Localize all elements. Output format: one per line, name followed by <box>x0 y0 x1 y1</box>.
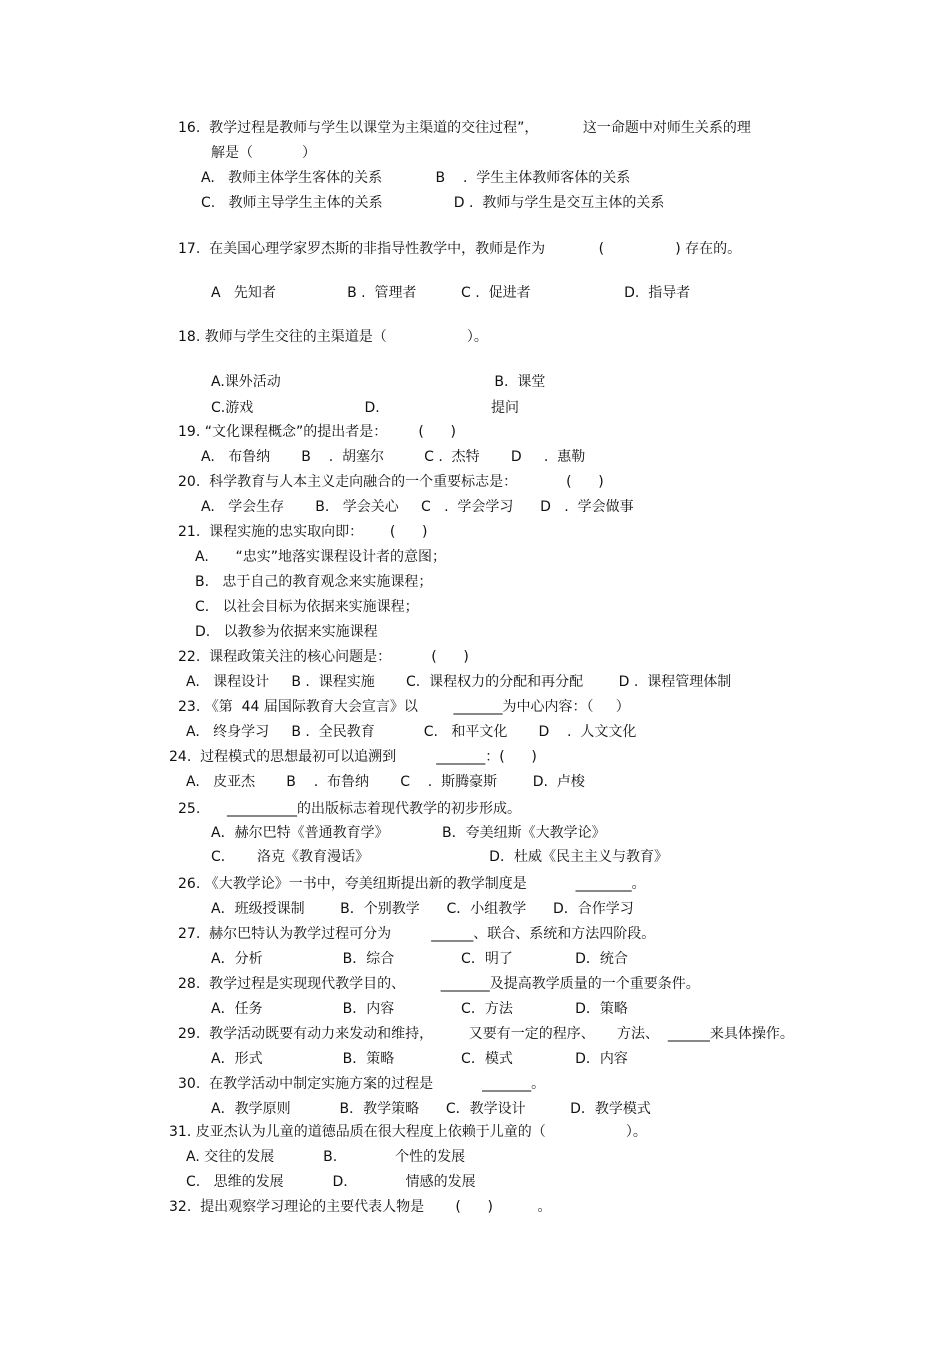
question-22-options: A. 课程设计 B . 课程实施 C. 课程权力的分配和再分配 D . 课程管理体制 <box>186 674 732 690</box>
question-19-stem: 19. “文化课程概念”的提出者是： ( ) <box>178 424 456 440</box>
question-31-options-ab: A. 交往的发展 B. 个性的发展 <box>186 1149 466 1165</box>
question-18-options-ab: A.课外活动 B. 课堂 <box>211 374 546 390</box>
question-20-options: A. 学会生存 B. 学会关心 C . 学会学习 D . 学会做事 <box>201 499 634 515</box>
question-31-options-cd: C. 思维的发展 D. 情感的发展 <box>186 1174 476 1190</box>
question-24-options: A. 皮亚杰 B . 布鲁纳 C . 斯腾豪斯 D. 卢梭 <box>186 774 585 790</box>
question-23-stem: 23. 《第 44 届国际教育大会宣言》以 _______为中心内容：（ ） <box>178 699 630 715</box>
question-16-stem: 16. 教学过程是教师与学生以课堂为主渠道的交往过程”， 这一命题中对师生关系的理 <box>178 120 751 136</box>
question-21-option-a: A. “忠实”地落实课程设计者的意图； <box>195 549 446 565</box>
question-22-stem: 22. 课程政策关注的核心问题是： ( ) <box>178 649 469 665</box>
question-16-options-cd: C. 教师主导学生主体的关系 D . 教师与学生是交互主体的关系 <box>201 195 665 211</box>
question-19-options: A. 布鲁纳 B . 胡塞尔 C . 杰特 D . 惠勒 <box>201 449 586 465</box>
question-32-stem: 32. 提出观察学习理论的主要代表人物是 ( ) 。 <box>169 1199 552 1215</box>
question-25-options-ab: A．赫尔巴特《普通教育学》 B．夸美纽斯《大教学论》 <box>211 825 606 841</box>
question-26-stem: 26. 《大教学论》一书中，夸美纽斯提出新的教学制度是 ________。 <box>178 876 646 892</box>
question-16-options-ab: A. 教师主体学生客体的关系 B . 学生主体教师客体的关系 <box>201 170 631 186</box>
question-23-options: A. 终身学习 B . 全民教育 C. 和平文化 D . 人文文化 <box>186 724 637 740</box>
question-18-options-cd: C.游戏 D. 提问 <box>211 400 519 416</box>
question-31-stem: 31. 皮亚杰认为儿童的道德品质在很大程度上依赖于儿童的（ ）。 <box>169 1124 647 1140</box>
question-29-stem: 29. 教学活动既要有动力来发动和维持， 又要有一定的程序、 方法、 ______来具体操作。 <box>178 1026 794 1042</box>
question-16-stem-continued: 解是（ ） <box>211 145 316 161</box>
question-17-options: A 先知者 B . 管理者 C . 促进者 D. 指导者 <box>211 285 691 301</box>
question-28-options: A．任务 B．内容 C．方法 D．策略 <box>211 1001 628 1017</box>
question-27-options: A．分析 B．综合 C．明了 D．统合 <box>211 951 628 967</box>
question-26-options: A．班级授课制 B．个别教学 C．小组教学 D．合作学习 <box>211 901 634 917</box>
question-27-stem: 27. 赫尔巴特认为教学过程可分为 ______、联合、系统和方法四阶段。 <box>178 926 656 942</box>
question-30-stem: 30. 在教学活动中制定实施方案的过程是 _______。 <box>178 1076 546 1092</box>
question-29-options: A．形式 B．策略 C．模式 D．内容 <box>211 1051 628 1067</box>
question-25-options-cd: C． 洛克《教育漫话》 D．杜威《民主主义与教育》 <box>211 849 668 865</box>
question-21-option-d: D. 以教参为依据来实施课程 <box>195 624 378 640</box>
question-18-stem: 18. 教师与学生交往的主渠道是（ ）。 <box>178 329 488 345</box>
question-28-stem: 28. 教学过程是实现现代教学目的、 _______及提高教学质量的一个重要条件。 <box>178 976 700 992</box>
question-21-stem: 21. 课程实施的忠实取向即： ( ) <box>178 524 428 540</box>
question-21-option-c: C. 以社会目标为依据来实施课程； <box>195 599 419 615</box>
question-21-option-b: B. 忠于自己的教育观念来实施课程； <box>195 574 433 590</box>
question-24-stem: 24. 过程模式的思想最初可以追溯到 _______：( ) <box>169 749 537 765</box>
question-20-stem: 20. 科学教育与人本主义走向融合的一个重要标志是： ( ) <box>178 474 604 490</box>
question-30-options: A．教学原则 B．教学策略 C．教学设计 D．教学模式 <box>211 1101 651 1117</box>
question-25-stem: 25. __________的出版标志着现代教学的初步形成。 <box>178 801 521 817</box>
question-17-stem: 17. 在美国心理学家罗杰斯的非指导性教学中，教师是作为 ( ) 存在的。 <box>178 241 742 257</box>
